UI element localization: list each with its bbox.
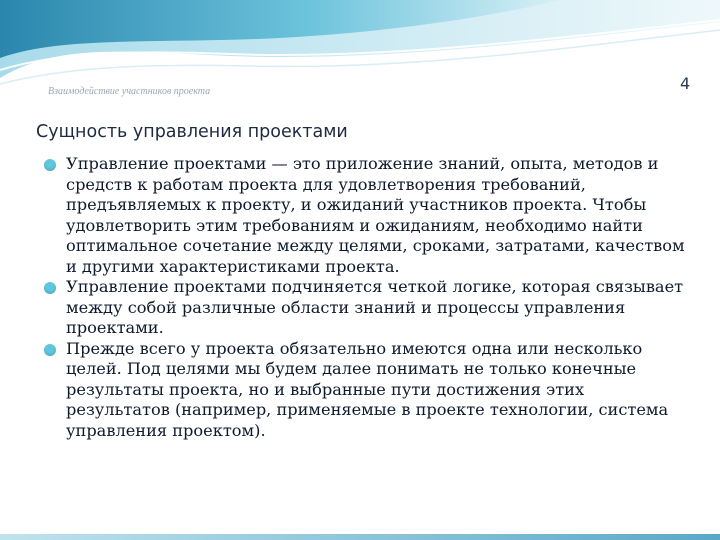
bullet-text: Управление проектами подчиняется четкой логике, которая связывает между собой различные области знаний и процессы управления проектами. [66,277,684,337]
page-number: 4 [680,74,691,93]
slide-subtitle: Взаимодействие участников проекта [48,86,211,97]
slide-title: Сущность управления проектами [36,122,348,142]
footer-bar [0,534,720,540]
bullet-text: Прежде всего у проекта обязательно имеются одна или несколько целей. Под целями мы будем далее понимать не только конечные результаты проекта, но и выбранные пути достижения этих результатов (например, применяемые в проекте технологии, система управления проектом). [66,338,669,440]
bullet-list [44,154,689,441]
bullet-icon [44,282,56,294]
list-item [44,339,689,442]
list-item [44,154,689,277]
bullet-text: Управление проектами — это приложение знаний, опыта, методов и средств к работам проекта для удовлетворения требований, предъявляемых к проекту, и ожиданий участников проекта. Чтобы удовлетворить этим требованиям и ожиданиям, необходимо найти оптимальное сочетание между целями, сроками, затратами, качеством и другими характеристиками проекта. [66,154,685,276]
bullet-icon [44,344,56,356]
bullet-icon [44,159,56,171]
list-item [44,277,689,339]
